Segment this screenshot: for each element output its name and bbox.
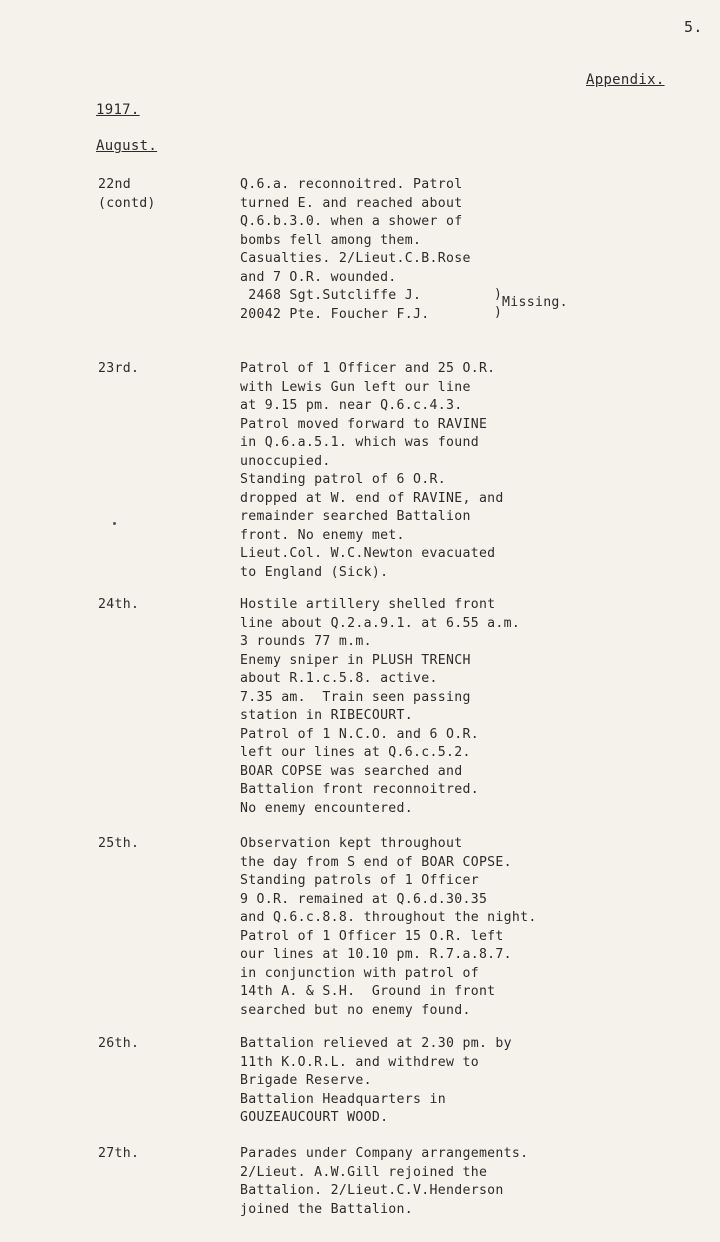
entry-line: line about Q.2.a.9.1. at 6.55 a.m. [240,615,521,631]
entry-line: Casualties. 2/Lieut.C.B.Rose [240,251,471,266]
brace-bottom: ) [494,305,503,320]
entry-date: 26th. [98,1036,140,1051]
entry-date: 24th. [98,597,140,612]
entry-line: Brigade Reserve. [240,1073,372,1088]
entry-date: 22nd (contd) [98,177,156,211]
entry-line: and 7 O.R. wounded. [240,269,397,285]
entry-line: 14th A. & S.H. Ground in front [240,984,496,999]
entry-line: 3 rounds 77 m.m. [240,634,372,649]
entry-line: Parades under Company arrangements. [240,1146,529,1161]
entry-line: Patrol moved forward to RAVINE [240,416,488,432]
entry-date: 25th. [98,836,140,851]
entry-line: 11th K.O.R.L. and withdrew to [240,1054,479,1070]
entry-line: about R.1.c.5.8. active. [240,671,438,686]
entry-line: joined the Battalion. [240,1201,414,1217]
entry-line: unoccupied. [240,453,331,469]
entry-line: Patrol of 1 Officer 15 O.R. left [240,928,504,944]
entry-line: Patrol of 1 N.C.O. and 6 O.R. [240,726,479,742]
page-number: 5. [684,18,703,36]
entry-line: station in RIBECOURT. [240,708,414,723]
entry-line: our lines at 10.10 pm. R.7.a.8.7. [240,947,512,962]
entry-line: GOUZEAUCOURT WOOD. [240,1110,389,1125]
missing-label: Missing. [502,295,568,310]
entry-line: Hostile artillery shelled front [240,597,496,612]
entry-line: to England (Sick). [240,564,389,580]
entry-line: dropped at W. end of RAVINE, and [240,490,504,506]
entry-line: with Lewis Gun left our line [240,379,471,395]
entry-line: Battalion Headquarters in [240,1091,446,1107]
entry-date: 27th. [98,1146,140,1161]
entry-line: Observation kept throughout [240,836,463,851]
entry-line: front. No enemy met. [240,527,405,543]
entry-line: 7.35 am. Train seen passing [240,689,471,705]
entry-line: Battalion relieved at 2.30 pm. by [240,1036,512,1051]
entry-line: 2468 Sgt.Sutcliffe J. [240,288,430,303]
entry-line: turned E. and reached about [240,195,463,211]
ink-speck [113,522,116,525]
entry-line: Battalion front reconnoitred. [240,782,479,797]
entry-text [240,360,504,582]
entry-line: the day from S end of BOAR COPSE. [240,854,512,870]
appendix-heading: Appendix. [586,72,665,88]
entry-line: bombs fell among them. [240,232,422,248]
entry-text [240,596,520,818]
entry-date: 23rd. [98,361,140,376]
entry-line: Patrol of 1 Officer and 25 O.R. [240,361,496,376]
entry-line: 20042 Pte. Foucher F.J. [240,306,430,322]
entry-line: in conjunction with patrol of [240,965,479,981]
entry-line: in Q.6.a.5.1. which was found [240,435,479,450]
entry-line: 2/Lieut. A.W.Gill rejoined the [240,1164,488,1180]
entry-text [240,176,471,324]
entry-line: at 9.15 pm. near Q.6.c.4.3. [240,398,463,413]
entry-line: Lieut.Col. W.C.Newton evacuated [240,546,496,561]
entry-line: Standing patrol of 6 O.R. [240,472,446,487]
brace-top: ) [494,287,503,302]
entry-line: searched but no enemy found. [240,1002,471,1018]
entry-line: Q.6.a. reconnoitred. Patrol [240,177,463,192]
month-heading: August. [96,138,158,154]
year-heading: 1917. [96,102,140,118]
entry-text [240,835,537,1020]
entry-line: Standing patrols of 1 Officer [240,873,479,888]
entry-line: BOAR COPSE was searched and [240,763,463,779]
entry-line: Q.6.b.3.0. when a shower of [240,214,463,229]
entry-line: Battalion. 2/Lieut.C.V.Henderson [240,1183,504,1198]
entry-line: 9 O.R. remained at Q.6.d.30.35 [240,891,488,907]
entry-text [240,1035,512,1128]
entry-text [240,1145,528,1219]
entry-line: Enemy sniper in PLUSH TRENCH [240,652,471,668]
entry-line: No enemy encountered. [240,800,414,816]
entry-line: remainder searched Battalion [240,509,471,524]
entry-line: and Q.6.c.8.8. throughout the night. [240,910,537,925]
entry-line: left our lines at Q.6.c.5.2. [240,745,471,760]
